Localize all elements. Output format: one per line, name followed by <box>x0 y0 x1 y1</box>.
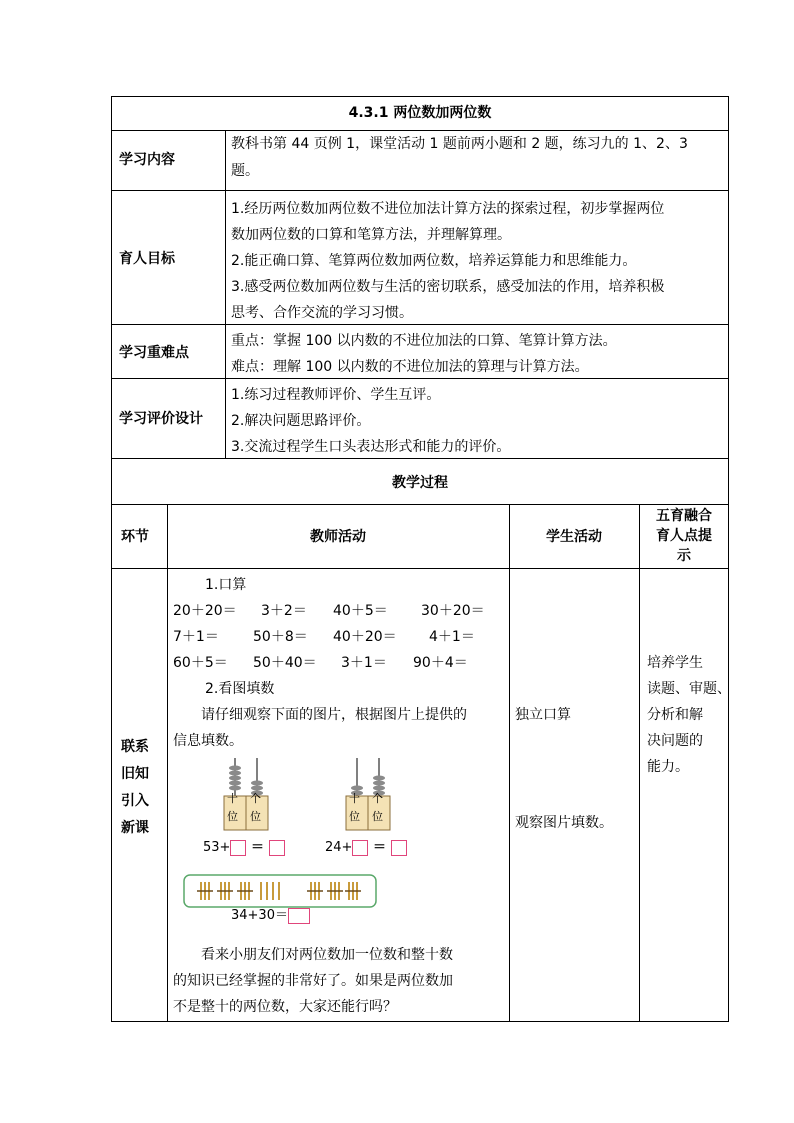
sticks-image <box>183 874 377 908</box>
oral-item: 20＋20＝ <box>173 603 237 619</box>
fill-title: 2.看图填数 <box>205 681 275 697</box>
goals-label: 育人目标 <box>119 251 175 267</box>
student-activity-1: 独立口算 <box>515 707 571 723</box>
oral-item: 40＋20＝ <box>333 629 397 645</box>
stage-line-2: 旧知 <box>121 766 149 782</box>
content-line-1: 教科书第 44 页例 1，课堂活动 1 题前两小题和 2 题，练习九的 1、2、3 <box>231 136 688 152</box>
content-line-2: 题。 <box>231 163 259 179</box>
fill-desc-2: 信息填数。 <box>173 733 243 749</box>
oral-item: 40＋5＝ <box>333 603 388 619</box>
equation-1: 53+ ＝ <box>203 836 285 856</box>
stage-line-3: 引入 <box>121 793 149 809</box>
goals-line-4: 3.感受两位数加两位数与生活的密切联系，感受加法的作用，培养积极 <box>231 279 665 295</box>
content-label: 学习内容 <box>119 152 175 168</box>
header-stage: 环节 <box>121 529 149 545</box>
header-teacher: 教师活动 <box>310 529 366 545</box>
fusion-line: 能力。 <box>647 759 689 775</box>
eval-line-3: 3.交流过程学生口头表达形式和能力的评价。 <box>231 439 511 455</box>
oral-item: 3＋2＝ <box>261 603 307 619</box>
oral-item: 60＋5＝ <box>173 655 228 671</box>
stage-line-1: 联系 <box>121 739 149 755</box>
answer-box <box>391 840 407 856</box>
fusion-line: 读题、审题、 <box>647 681 731 697</box>
equation-1-text: 53+ <box>203 840 231 855</box>
closing-line-1: 看来小朋友们对两位数加一位数和整十数 <box>201 947 453 963</box>
header-fusion-1: 五育融合 <box>656 508 712 524</box>
fusion-line: 决问题的 <box>647 733 703 749</box>
equation-2-text: 24+ <box>325 840 353 855</box>
abacus-label: 位 <box>349 810 360 823</box>
abacus-label: 十 <box>349 792 360 805</box>
oral-item: 30＋20＝ <box>421 603 485 619</box>
fusion-line: 培养学生 <box>647 655 703 671</box>
abacus-label: 位 <box>250 810 261 823</box>
abacus-label: 个 <box>372 792 383 805</box>
oral-item: 7＋1＝ <box>173 629 219 645</box>
answer-box <box>288 908 310 924</box>
key-label: 学习重难点 <box>119 345 189 361</box>
answer-box <box>230 840 246 856</box>
lesson-title: 4.3.1 两位数加两位数 <box>348 105 492 121</box>
equation-3-text: 34+30＝ <box>231 908 288 923</box>
oral-item: 50＋40＝ <box>253 655 317 671</box>
fusion-line: 分析和解 <box>647 707 703 723</box>
abacus-label: 个 <box>250 792 261 805</box>
key-line-2: 难点：理解 100 以内数的不进位加法的算理与计算方法。 <box>231 359 589 375</box>
lesson-plan-table <box>111 96 729 1022</box>
oral-item: 4＋1＝ <box>429 629 475 645</box>
answer-box <box>269 840 285 856</box>
stage-line-4: 新课 <box>121 820 149 836</box>
eval-label: 学习评价设计 <box>119 411 203 427</box>
fill-desc-1: 请仔细观察下面的图片，根据图片上提供的 <box>201 707 467 723</box>
closing-line-3: 不是整十的两位数，大家还能行吗？ <box>173 999 397 1015</box>
header-student: 学生活动 <box>546 529 602 545</box>
key-line-1: 重点：掌握 100 以内数的不进位加法的口算、笔算计算方法。 <box>231 333 617 349</box>
oral-title: 1.口算 <box>205 577 247 593</box>
abacus-label: 位 <box>372 810 383 823</box>
abacus-label: 位 <box>227 810 238 823</box>
goals-line-2: 数加两位数的口算和笔算方法，并理解算理。 <box>231 227 511 243</box>
header-fusion-2: 育人点提 <box>656 528 712 544</box>
oral-item: 90＋4＝ <box>413 655 468 671</box>
header-fusion-3: 示 <box>677 548 691 564</box>
eval-line-2: 2.解决问题思路评价。 <box>231 413 371 429</box>
goals-line-1: 1.经历两位数加两位数不进位加法计算方法的探索过程，初步掌握两位 <box>231 201 665 217</box>
closing-line-2: 的知识已经掌握的非常好了。如果是两位数加 <box>173 973 453 989</box>
equation-3 <box>231 904 310 924</box>
answer-box <box>352 840 368 856</box>
eval-line-1: 1.练习过程教师评价、学生互评。 <box>231 387 441 403</box>
oral-item: 3＋1＝ <box>341 655 387 671</box>
goals-line-5: 思考、合作交流的学习习惯。 <box>231 305 413 321</box>
process-title: 教学过程 <box>392 475 448 491</box>
goals-line-3: 2.能正确口算、笔算两位数加两位数，培养运算能力和思维能力。 <box>231 253 637 269</box>
equation-2: 24+ ＝ <box>325 836 407 856</box>
student-activity-2: 观察图片填数。 <box>515 815 613 831</box>
abacus-label: 十 <box>227 792 238 805</box>
oral-item: 50＋8＝ <box>253 629 308 645</box>
